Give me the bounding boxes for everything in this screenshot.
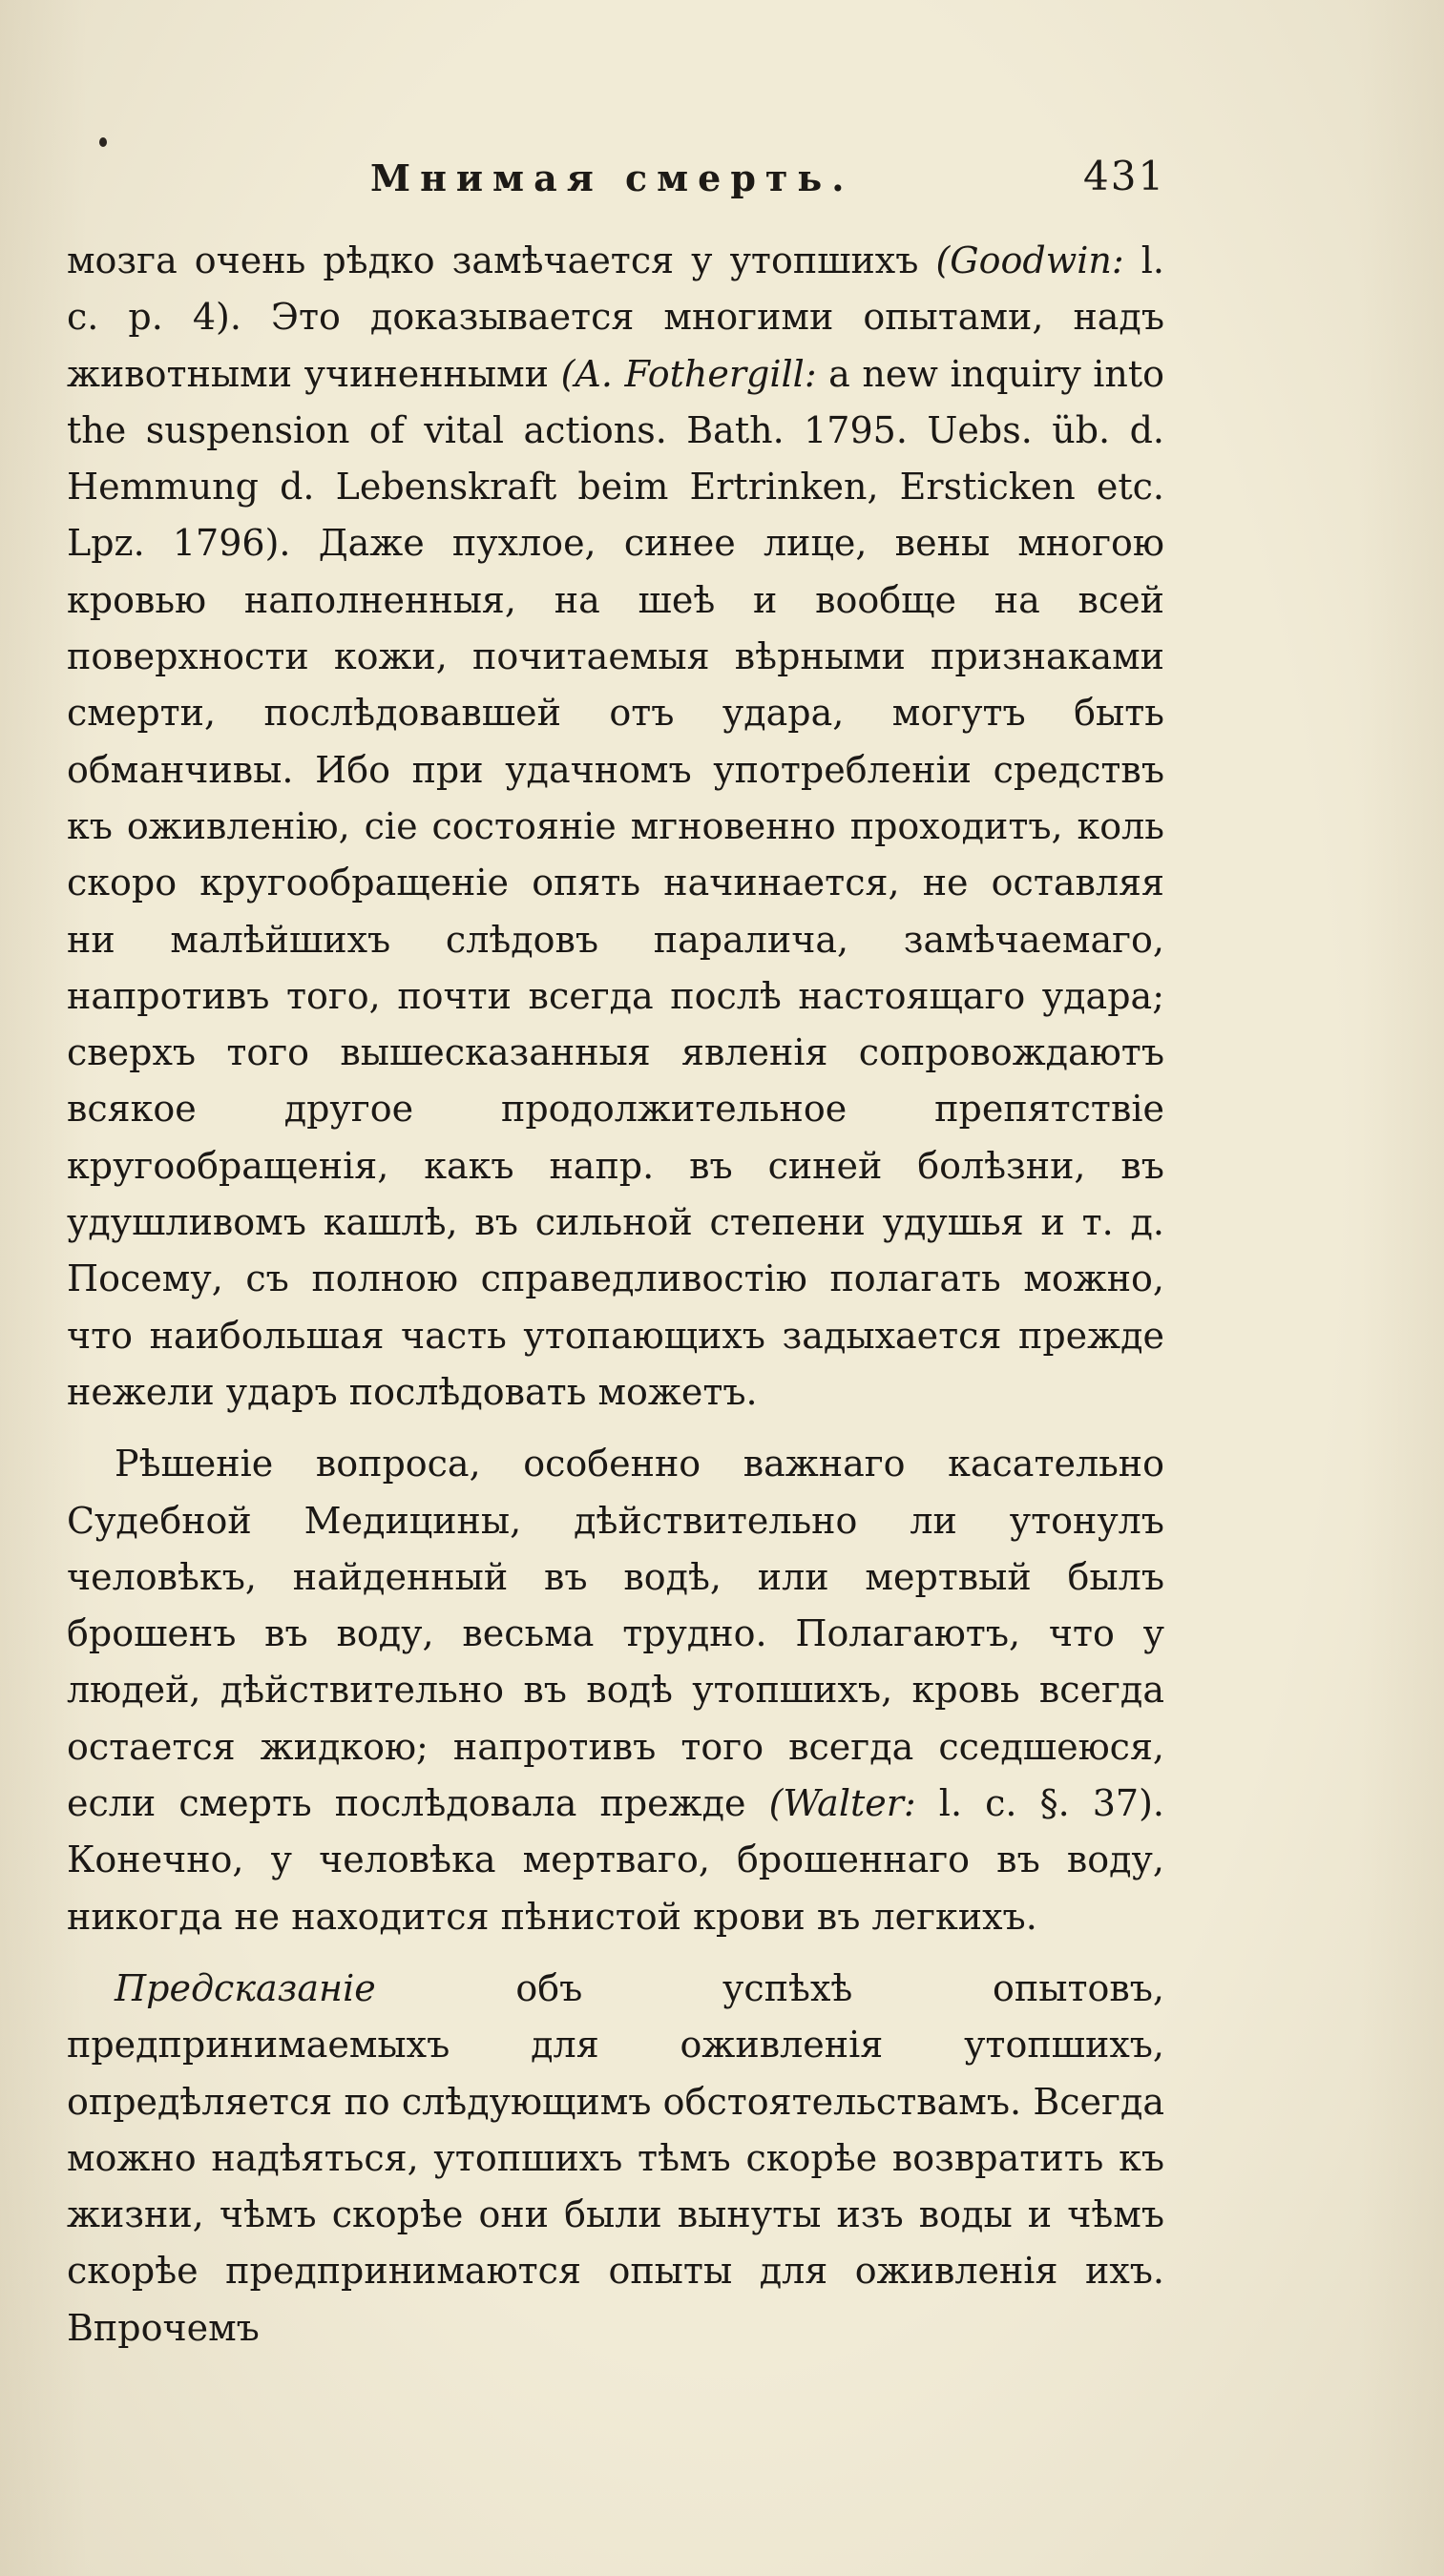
page-number: 431 xyxy=(1083,153,1166,199)
citation-walter: (Walter: xyxy=(768,1782,916,1825)
term-prognosis: Предсказаніе xyxy=(115,1966,376,2009)
paragraph-2 xyxy=(67,1436,1164,1945)
running-title: Мнимая смерть. xyxy=(370,156,854,199)
paragraph-3 xyxy=(67,1961,1164,2357)
citation-fothergill: (A. Fothergill: xyxy=(560,352,817,395)
paragraph-1 xyxy=(67,233,1164,1421)
body-text xyxy=(67,233,1164,2357)
citation-goodwin: (Goodwin: xyxy=(935,239,1124,281)
ink-dot xyxy=(99,137,107,147)
text-run: l. c. §. 37). Конечно, у человѣка мертваго, брошеннаго въ воду, никогда не находится пѣнистой крови въ легкихъ. xyxy=(67,1782,1164,1938)
text-run: мозга очень рѣдко замѣчается у утопшихъ xyxy=(67,239,936,281)
text-run: l. c. p. 4). Это доказывается многими опытами, надъ животными учиненными xyxy=(67,239,1164,395)
page-header xyxy=(0,153,1444,210)
text-run: a new inquiry into the suspension of vital actions. Bath. 1795. Uebs. üb. d. Hemmung d. Lebenskraft beim Ertrinken, Ersticken etc. Lpz. 1796). Даже пухлое, синее лице, вены многою кровью наполненныя, на шеѣ и вообще на всей поверхности кожи, почитаемыя вѣрными признаками смерти, послѣдовавшей отъ удара, могутъ быть обманчивы. Ибо при удачномъ употребленіи средствъ къ оживленію, сіе состояніе мгновенно проходитъ, коль скоро кругообращеніе опять начинается, не оставляя ни малѣйшихъ слѣдовъ паралича, замѣчаемаго, напротивъ того, почти всегда послѣ настоящаго удара; сверхъ того вышесказанныя явленія сопровождаютъ всякое другое продолжительное препятствіе кругообращенія, какъ напр. въ синей болѣзни, въ удушливомъ кашлѣ, въ сильной степени удушья и т. д. Посему, съ полною справедливостію полагать можно, что наибольшая часть утопающихъ задыхается прежде нежели ударъ послѣдовать можетъ. xyxy=(67,352,1164,1413)
text-run: объ успѣхѣ опытовъ, предпринимаемыхъ для оживленія утопшихъ, опредѣляется по слѣдующимъ обстоятельствамъ. Всегда можно надѣяться, утопшихъ тѣмъ скорѣе возвратить къ жизни, чѣмъ скорѣе они были вынуты изъ воды и чѣмъ скорѣе предпринимаются опыты для оживленія ихъ. Впрочемъ xyxy=(67,1966,1164,2349)
text-run: Рѣшеніе вопроса, особенно важнаго касательно Судебной Медицины, дѣйствительно ли утонулъ человѣкъ, найденный въ водѣ, или мертвый былъ брошенъ въ воду, весьма трудно. Полагаютъ, что у людей, дѣйствительно въ водѣ утопшихъ, кровь всегда остается жидкою; напротивъ того всегда сседшеюся, если смерть послѣдовала прежде xyxy=(67,1443,1164,1825)
